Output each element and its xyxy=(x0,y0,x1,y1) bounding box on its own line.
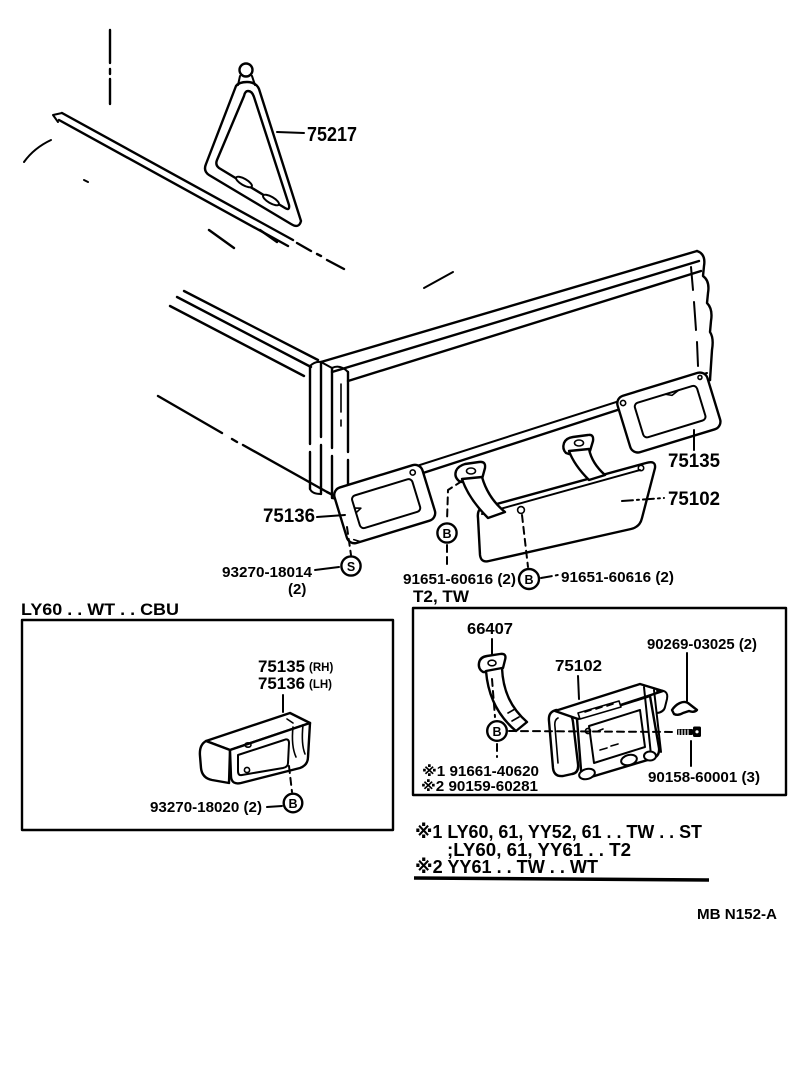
leader-93270 xyxy=(315,567,339,570)
label-66407: 66407 xyxy=(467,621,514,638)
label-75135-rh: 75135 xyxy=(258,657,305,676)
leader-75217 xyxy=(277,132,304,133)
bolt-marker-b-right-icon xyxy=(519,569,539,589)
marker-b-right-letter: B xyxy=(524,573,534,587)
label-75136-lh: 75136 xyxy=(258,674,305,693)
label-lh-tag: (LH) xyxy=(309,679,332,691)
support-stay-66407-drawing xyxy=(479,654,527,731)
marker-b-left-letter: B xyxy=(442,527,452,541)
corner-stay-scene xyxy=(24,30,357,269)
bed-side-panel-drawing xyxy=(321,251,713,496)
footnote-line2: ;LY60, 61, YY61 . . T2 xyxy=(447,839,631,860)
leader-75102-box xyxy=(578,676,579,699)
pole-stay-75217-drawing xyxy=(205,64,301,226)
bolt-marker-b-t2-icon xyxy=(487,721,507,741)
label-91651-left: 91651-60616 (2) xyxy=(403,571,517,588)
bolt-marker-b-box-icon xyxy=(284,794,303,813)
marker-b-box-letter: B xyxy=(288,797,298,811)
marker-s-letter: S xyxy=(346,560,356,574)
variant-box-t2tw xyxy=(413,587,786,795)
footnotes xyxy=(414,821,709,880)
screw-marker-s-icon xyxy=(341,556,360,575)
label-75136: 75136 xyxy=(263,506,315,527)
label-note2-90159: ※2 90159-60281 xyxy=(421,779,538,795)
label-93270-18020: 93270-18020 (2) xyxy=(150,799,263,816)
label-75102: 75102 xyxy=(668,489,720,510)
label-93270-18014: 93270-18014 xyxy=(222,564,313,581)
footnote-underline xyxy=(414,878,709,880)
label-91651-right: 91651-60616 (2) xyxy=(561,569,675,586)
label-note1-91661: ※1 91661-40620 xyxy=(422,764,539,780)
bolt-90158-drawing xyxy=(677,727,701,738)
footnote-line3: ※2 YY61 . . TW . . WT xyxy=(415,856,599,877)
label-75135: 75135 xyxy=(668,451,721,472)
footnote-line1: ※1 LY60, 61, YY52, 61 . . TW . . ST xyxy=(415,821,703,842)
license-bracket-box-drawing xyxy=(200,713,310,783)
label-75217: 75217 xyxy=(307,124,357,146)
label-90158: 90158-60001 (3) xyxy=(648,769,761,786)
leader-93270-18020 xyxy=(267,806,282,807)
variant-box-t2tw-title: T2, TW xyxy=(413,587,470,606)
label-93270-18014-qty: (2) xyxy=(288,581,307,598)
fiche-reference-code: MB N152-A xyxy=(697,906,778,923)
leader-bolt-b-left xyxy=(447,481,462,521)
bolt-marker-b-left-icon xyxy=(437,523,456,542)
truck-bed-scene xyxy=(158,230,722,598)
marker-b-t2-letter: B xyxy=(492,725,502,739)
label-90269: 90269-03025 (2) xyxy=(647,636,758,653)
variant-box-ly60 xyxy=(21,600,393,830)
leader-91651-right xyxy=(541,575,558,578)
label-rh-tag: (RH) xyxy=(309,662,334,674)
stay-knob xyxy=(240,64,253,77)
variant-box-ly60-title: LY60 . . WT . . CBU xyxy=(21,600,179,619)
label-75102-box: 75102 xyxy=(555,658,603,675)
clip-90269-drawing xyxy=(672,702,697,715)
